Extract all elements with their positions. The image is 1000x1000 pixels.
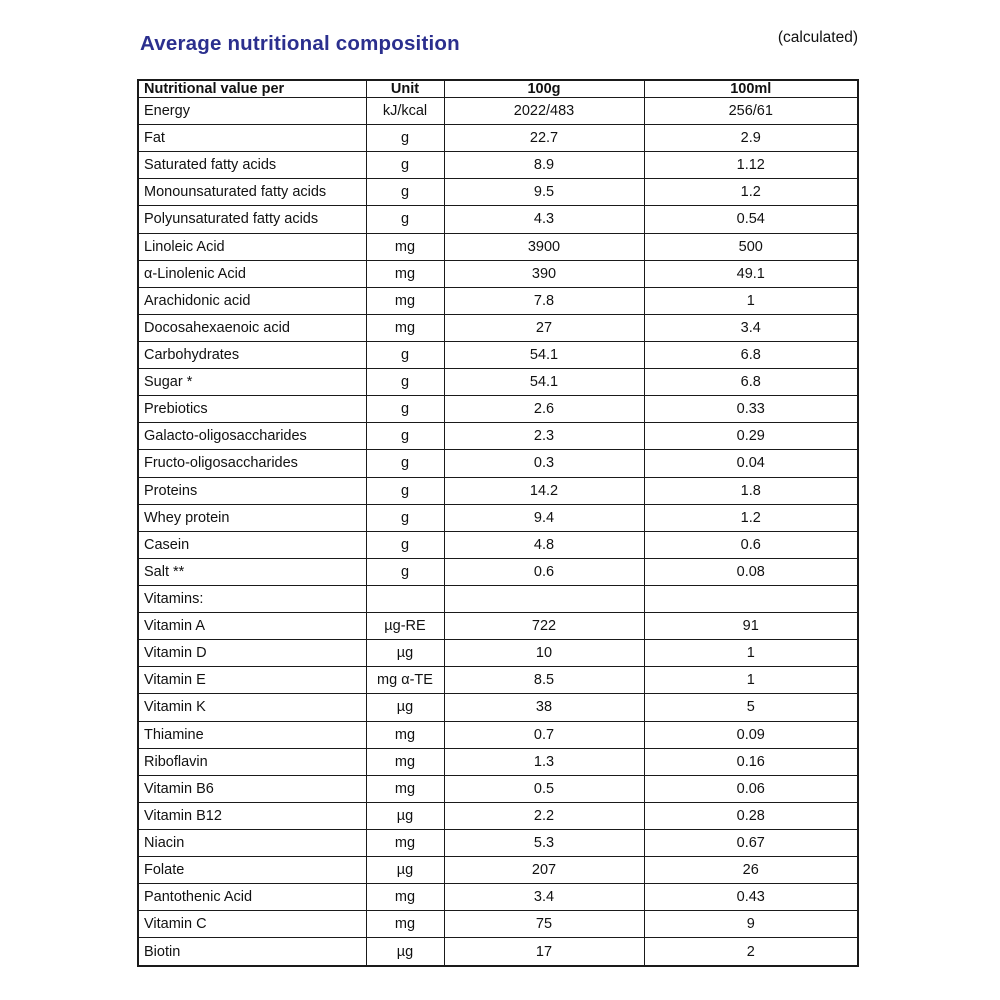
row-unit: g	[366, 477, 444, 504]
row-name: Vitamin A	[138, 613, 366, 640]
row-name: Niacin	[138, 829, 366, 856]
row-unit	[366, 585, 444, 612]
row-value-100g: 7.8	[444, 287, 644, 314]
table-row	[138, 911, 858, 938]
row-value-100ml: 0.09	[644, 721, 858, 748]
row-value-100ml: 0.67	[644, 829, 858, 856]
row-unit: µg-RE	[366, 613, 444, 640]
row-value-100ml: 1.2	[644, 179, 858, 206]
row-name: Vitamin C	[138, 911, 366, 938]
table-row	[138, 721, 858, 748]
table-row	[138, 369, 858, 396]
table-row	[138, 504, 858, 531]
row-value-100ml: 1.2	[644, 504, 858, 531]
table-row	[138, 125, 858, 152]
row-value-100g: 2.3	[444, 423, 644, 450]
row-name: Saturated fatty acids	[138, 152, 366, 179]
row-value-100g: 0.3	[444, 450, 644, 477]
row-value-100ml: 3.4	[644, 314, 858, 341]
table-row	[138, 640, 858, 667]
row-unit: kJ/kcal	[366, 98, 444, 125]
row-name: Vitamin D	[138, 640, 366, 667]
row-value-100ml: 0.6	[644, 531, 858, 558]
row-name: Polyunsaturated fatty acids	[138, 206, 366, 233]
column-header-nutritional-value-per: Nutritional value per	[138, 80, 366, 98]
row-value-100ml	[644, 585, 858, 612]
row-name: Fructo-oligosaccharides	[138, 450, 366, 477]
table-row	[138, 233, 858, 260]
row-name: Folate	[138, 857, 366, 884]
row-unit: µg	[366, 640, 444, 667]
row-value-100ml: 49.1	[644, 260, 858, 287]
row-value-100ml: 0.33	[644, 396, 858, 423]
row-unit: mg	[366, 260, 444, 287]
row-unit: g	[366, 450, 444, 477]
row-value-100ml: 1.12	[644, 152, 858, 179]
table-row	[138, 423, 858, 450]
row-value-100g: 10	[444, 640, 644, 667]
row-value-100ml: 0.43	[644, 884, 858, 911]
row-value-100g: 5.3	[444, 829, 644, 856]
row-unit: µg	[366, 694, 444, 721]
row-value-100g: 8.5	[444, 667, 644, 694]
row-value-100g: 3900	[444, 233, 644, 260]
row-unit: g	[366, 423, 444, 450]
row-name: Proteins	[138, 477, 366, 504]
row-value-100g: 3.4	[444, 884, 644, 911]
row-unit: mg	[366, 748, 444, 775]
row-value-100ml: 1	[644, 667, 858, 694]
table-row	[138, 857, 858, 884]
column-header-100ml: 100ml	[644, 80, 858, 98]
row-value-100g: 54.1	[444, 341, 644, 368]
row-value-100ml: 0.08	[644, 558, 858, 585]
table-row	[138, 748, 858, 775]
row-name: Riboflavin	[138, 748, 366, 775]
row-value-100g: 9.4	[444, 504, 644, 531]
table-header-row	[138, 80, 858, 98]
row-unit: mg	[366, 884, 444, 911]
calculated-note: (calculated)	[777, 29, 858, 46]
row-value-100g: 8.9	[444, 152, 644, 179]
row-value-100ml: 9	[644, 911, 858, 938]
table-row	[138, 287, 858, 314]
row-name: Arachidonic acid	[138, 287, 366, 314]
table-row	[138, 341, 858, 368]
row-value-100g: 22.7	[444, 125, 644, 152]
row-name: Whey protein	[138, 504, 366, 531]
row-name: Energy	[138, 98, 366, 125]
row-value-100g: 14.2	[444, 477, 644, 504]
row-unit: mg α-TE	[366, 667, 444, 694]
page-title: Average nutritional composition	[140, 32, 460, 55]
table-row	[138, 938, 858, 966]
table-row	[138, 531, 858, 558]
table-row	[138, 206, 858, 233]
row-name: Vitamin E	[138, 667, 366, 694]
row-unit: g	[366, 206, 444, 233]
row-unit: mg	[366, 314, 444, 341]
row-value-100g: 0.6	[444, 558, 644, 585]
row-name: Carbohydrates	[138, 341, 366, 368]
row-unit: mg	[366, 287, 444, 314]
row-value-100g: 207	[444, 857, 644, 884]
row-name: Thiamine	[138, 721, 366, 748]
row-name: Vitamin B6	[138, 775, 366, 802]
row-value-100g: 4.3	[444, 206, 644, 233]
row-value-100g: 4.8	[444, 531, 644, 558]
row-name: Casein	[138, 531, 366, 558]
row-value-100g: 75	[444, 911, 644, 938]
row-value-100g: 0.7	[444, 721, 644, 748]
row-value-100g: 17	[444, 938, 644, 966]
row-value-100g: 2.6	[444, 396, 644, 423]
table-row	[138, 152, 858, 179]
row-unit: g	[366, 341, 444, 368]
row-value-100ml: 2	[644, 938, 858, 966]
row-value-100ml: 0.16	[644, 748, 858, 775]
row-unit: mg	[366, 911, 444, 938]
table-row	[138, 450, 858, 477]
row-unit: mg	[366, 233, 444, 260]
nutrition-table-body	[138, 98, 858, 967]
row-name: Monounsaturated fatty acids	[138, 179, 366, 206]
row-unit: mg	[366, 829, 444, 856]
row-value-100g: 38	[444, 694, 644, 721]
row-value-100g: 27	[444, 314, 644, 341]
row-value-100ml: 6.8	[644, 369, 858, 396]
row-unit: g	[366, 179, 444, 206]
row-name: Sugar *	[138, 369, 366, 396]
row-unit: g	[366, 152, 444, 179]
row-value-100ml: 0.28	[644, 802, 858, 829]
row-value-100g: 9.5	[444, 179, 644, 206]
table-row	[138, 585, 858, 612]
row-name: Fat	[138, 125, 366, 152]
table-row	[138, 829, 858, 856]
row-unit: g	[366, 504, 444, 531]
row-unit: mg	[366, 775, 444, 802]
row-name: Biotin	[138, 938, 366, 966]
table-row	[138, 884, 858, 911]
row-value-100ml: 0.06	[644, 775, 858, 802]
table-row	[138, 260, 858, 287]
row-value-100g: 54.1	[444, 369, 644, 396]
row-value-100g: 390	[444, 260, 644, 287]
row-value-100g: 0.5	[444, 775, 644, 802]
row-value-100g: 2022/483	[444, 98, 644, 125]
table-row	[138, 558, 858, 585]
table-row	[138, 98, 858, 125]
row-name: Vitamin B12	[138, 802, 366, 829]
row-value-100ml: 256/61	[644, 98, 858, 125]
row-value-100ml: 1.8	[644, 477, 858, 504]
column-header-100g: 100g	[444, 80, 644, 98]
row-unit: µg	[366, 857, 444, 884]
row-name: Pantothenic Acid	[138, 884, 366, 911]
row-value-100ml: 0.29	[644, 423, 858, 450]
row-value-100ml: 0.04	[644, 450, 858, 477]
row-name: Galacto-oligosaccharides	[138, 423, 366, 450]
table-row	[138, 179, 858, 206]
row-value-100ml: 0.54	[644, 206, 858, 233]
row-unit: µg	[366, 802, 444, 829]
row-name: Linoleic Acid	[138, 233, 366, 260]
row-unit: mg	[366, 721, 444, 748]
table-row	[138, 396, 858, 423]
row-name: Docosahexaenoic acid	[138, 314, 366, 341]
row-unit: g	[366, 531, 444, 558]
row-value-100ml: 500	[644, 233, 858, 260]
row-value-100ml: 6.8	[644, 341, 858, 368]
row-value-100ml: 91	[644, 613, 858, 640]
nutrition-table	[137, 79, 859, 967]
row-unit: µg	[366, 938, 444, 966]
row-name: Vitamins:	[138, 585, 366, 612]
table-row	[138, 314, 858, 341]
table-row	[138, 477, 858, 504]
row-value-100ml: 26	[644, 857, 858, 884]
row-unit: g	[366, 396, 444, 423]
row-value-100ml: 1	[644, 287, 858, 314]
row-value-100g	[444, 585, 644, 612]
row-name: Salt **	[138, 558, 366, 585]
row-value-100g: 1.3	[444, 748, 644, 775]
row-unit: g	[366, 558, 444, 585]
table-row	[138, 694, 858, 721]
table-row	[138, 613, 858, 640]
row-name: Prebiotics	[138, 396, 366, 423]
row-value-100ml: 5	[644, 694, 858, 721]
row-value-100g: 2.2	[444, 802, 644, 829]
column-header-unit: Unit	[366, 80, 444, 98]
table-row	[138, 667, 858, 694]
row-name: α-Linolenic Acid	[138, 260, 366, 287]
table-row	[138, 802, 858, 829]
row-value-100g: 722	[444, 613, 644, 640]
row-name: Vitamin K	[138, 694, 366, 721]
row-unit: g	[366, 369, 444, 396]
row-value-100ml: 1	[644, 640, 858, 667]
table-row	[138, 775, 858, 802]
row-value-100ml: 2.9	[644, 125, 858, 152]
row-unit: g	[366, 125, 444, 152]
